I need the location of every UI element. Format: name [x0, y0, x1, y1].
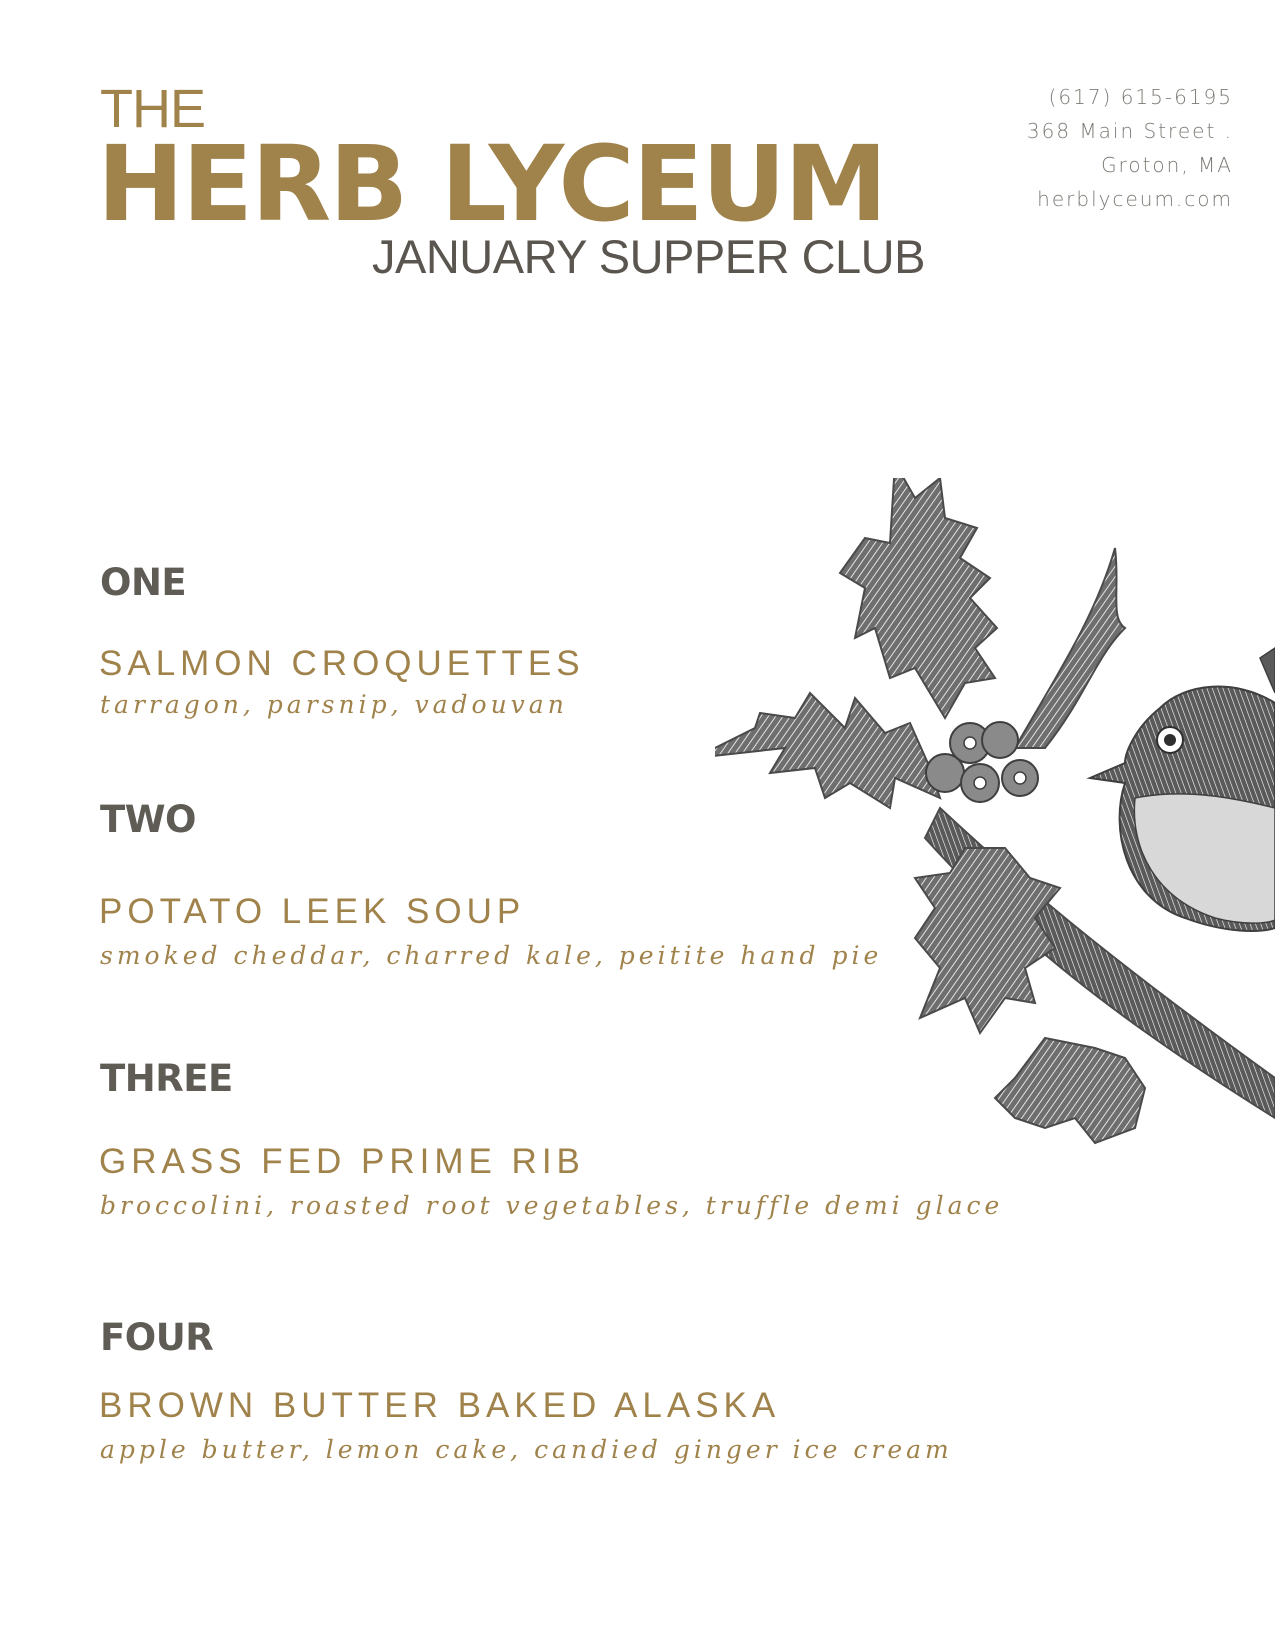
contact-block	[1027, 80, 1233, 216]
dish-description: apple butter, lemon cake, candied ginger ice cream	[100, 1435, 953, 1464]
event-title: JANUARY SUPPER CLUB	[372, 230, 925, 283]
course-label: TWO	[100, 798, 197, 841]
course-label: FOUR	[100, 1316, 214, 1359]
course-label: THREE	[100, 1057, 233, 1100]
header-the: THE	[100, 79, 205, 139]
dish-description: broccolini, roasted root vegetables, truffle demi glace	[100, 1191, 1004, 1220]
street-address: 368 Main Street .	[1026, 119, 1233, 143]
dish-name: SALMON CROQUETTES	[99, 644, 585, 683]
dish-name: GRASS FED PRIME RIB	[99, 1142, 585, 1181]
course-label: ONE	[100, 561, 187, 604]
phone-number: (617) 615-6195	[1048, 85, 1233, 109]
dish-name: BROWN BUTTER BAKED ALASKA	[99, 1386, 781, 1425]
restaurant-name: HERB LYCEUM	[97, 123, 886, 245]
city-state: Groton, MA	[1101, 153, 1233, 177]
website: herblyceum.com	[1037, 187, 1233, 211]
dish-description: tarragon, parsnip, vadouvan	[100, 690, 568, 719]
dish-name: POTATO LEEK SOUP	[99, 892, 526, 931]
dish-description: smoked cheddar, charred kale, peitite hand pie	[100, 941, 883, 970]
holly-and-bird-illustration-icon	[715, 478, 1275, 1198]
